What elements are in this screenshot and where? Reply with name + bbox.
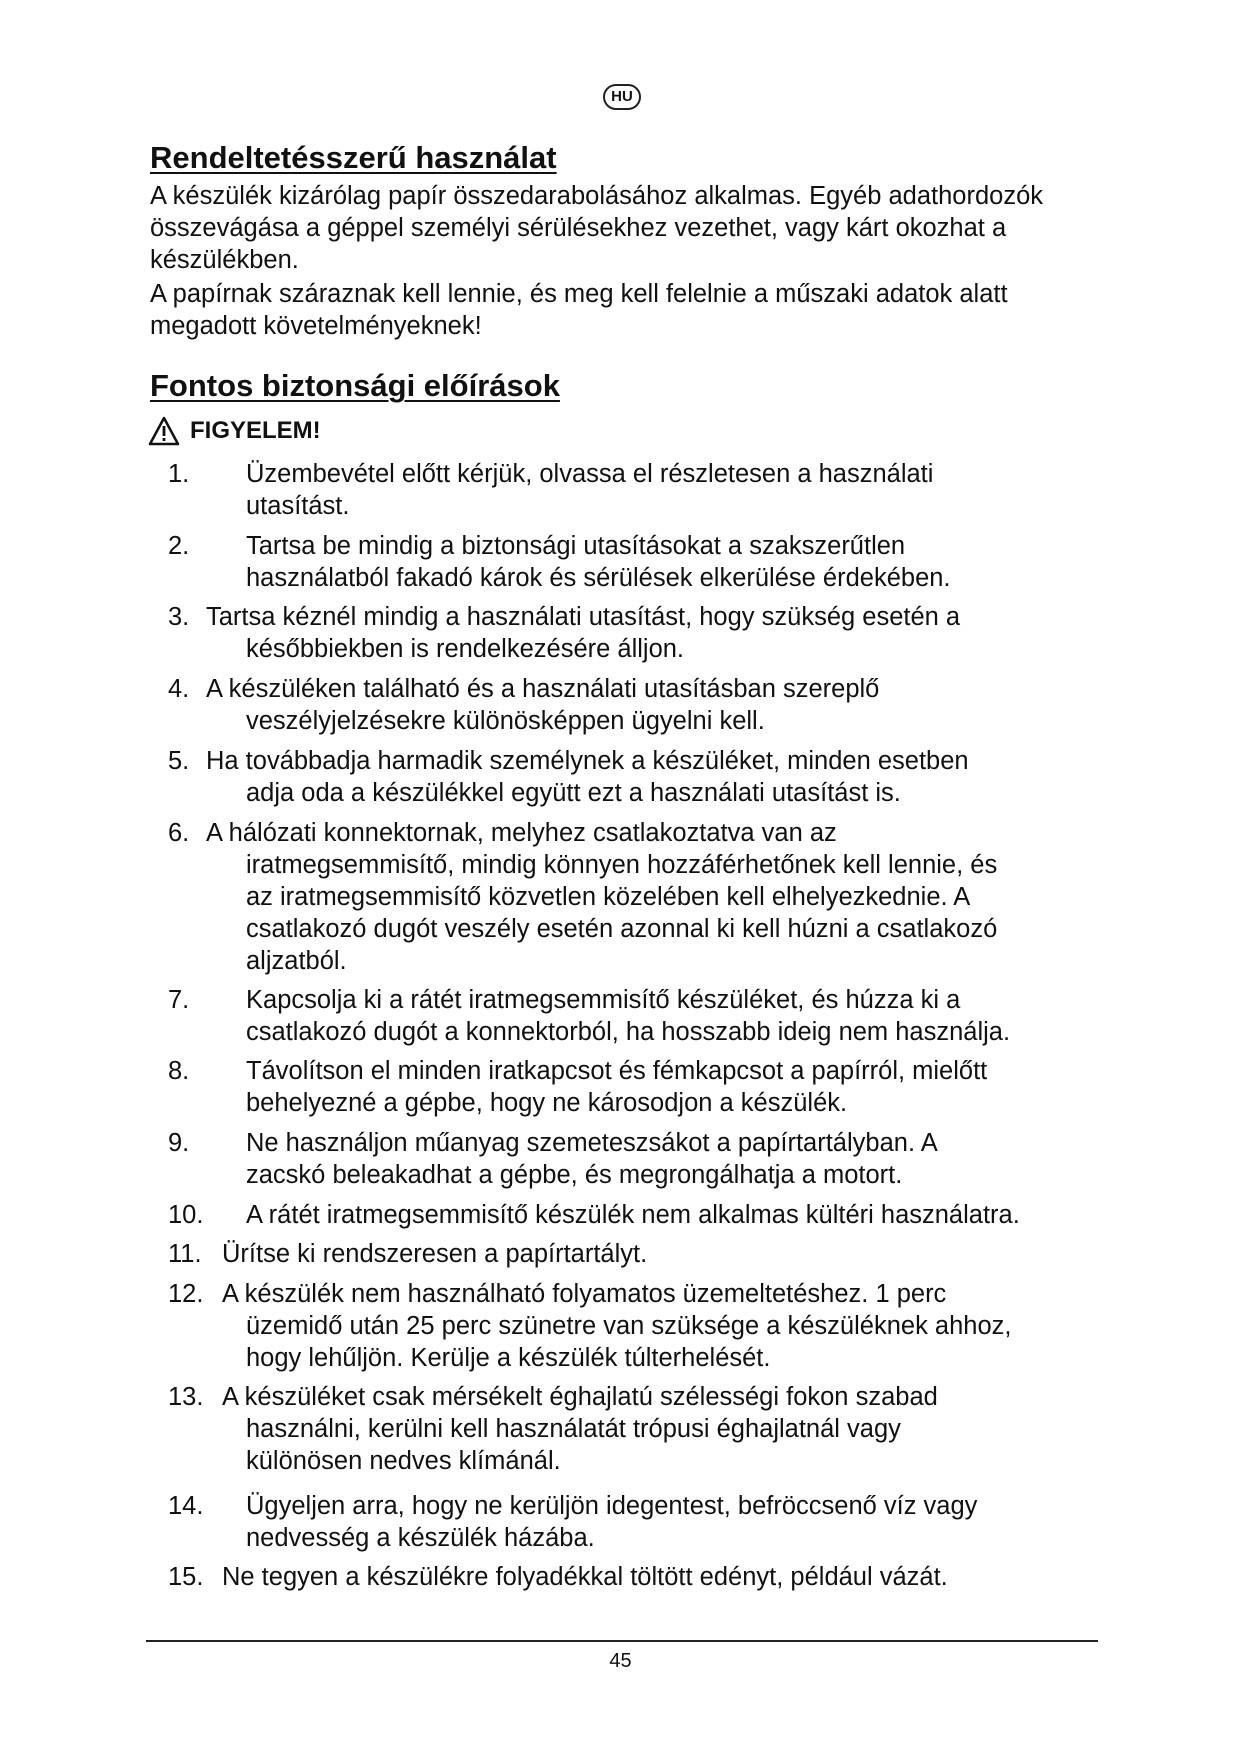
item-number: 10. — [168, 1201, 204, 1229]
item-line: csatlakozó dugót veszély esetén azonnal ki kell húzni a csatlakozó — [246, 915, 998, 943]
footer-divider — [146, 1640, 1098, 1642]
item-line: Tartsa be mindig a biztonsági utasításokat a szakszerűtlen — [246, 532, 906, 560]
safety-item-4 — [168, 673, 1118, 737]
safety-item-6 — [168, 817, 1118, 977]
section-title-intended-use: Rendeltetésszerű használat — [150, 140, 557, 175]
item-line: Ha továbbadja harmadik személynek a készüléket, minden esetben — [206, 747, 969, 775]
item-line: különösen nedves klímánál. — [246, 1447, 561, 1475]
item-number: 5. — [168, 747, 190, 775]
item-line: csatlakozó dugót a konnektorból, ha hosszabb ideig nem használja. — [246, 1018, 1011, 1046]
item-line: A készüléken található és a használati utasításban szereplő — [206, 675, 880, 703]
item-line: nedvesség a készülék házába. — [246, 1524, 595, 1552]
safety-item-12 — [168, 1278, 1118, 1374]
item-line: utasítást. — [246, 492, 350, 520]
item-line: hogy lehűljön. Kerülje a készülék túlterhelését. — [246, 1344, 771, 1372]
text-line: készülékben. — [150, 246, 299, 274]
item-number: 13. — [168, 1383, 204, 1411]
safety-item-11 — [168, 1238, 1118, 1270]
safety-item-14 — [168, 1490, 1118, 1554]
item-line: veszélyjelzésekre különösképpen ügyelni kell. — [246, 707, 765, 735]
item-line: A készüléket csak mérsékelt éghajlatú szélességi fokon szabad — [222, 1383, 938, 1411]
language-badge: HU — [603, 84, 641, 110]
item-line: használatból fakadó károk és sérülések elkerülése érdekében. — [246, 564, 951, 592]
item-number: 15. — [168, 1563, 204, 1591]
safety-item-7 — [168, 984, 1118, 1048]
text-line: A készülék kizárólag papír összedarabolásához alkalmas. Egyéb adathordozók — [150, 182, 1044, 210]
item-line: üzemidő után 25 perc szünetre van szüksége a készüléknek ahhoz, — [246, 1312, 1012, 1340]
safety-item-5 — [168, 745, 1118, 809]
item-number: 6. — [168, 819, 190, 847]
item-line: Ne tegyen a készülékre folyadékkal töltött edényt, például vázát. — [222, 1563, 948, 1591]
item-line: Tartsa kéznél mindig a használati utasítást, hogy szükség esetén a — [206, 603, 961, 631]
safety-item-9 — [168, 1127, 1118, 1191]
item-line: behelyezné a gépbe, hogy ne károsodjon a készülék. — [246, 1089, 848, 1117]
safety-item-8 — [168, 1055, 1118, 1119]
item-line: Ne használjon műanyag szemeteszsákot a papírtartályban. A — [246, 1129, 938, 1157]
text-line: összevágása a géppel személyi sérülésekhez vezethet, vagy kárt okozhat a — [150, 214, 1007, 242]
item-line: használni, kerülni kell használatát trópusi éghajlatnál vagy — [246, 1415, 901, 1443]
item-number: 9. — [168, 1129, 190, 1157]
item-line: zacskó beleakadhat a gépbe, és megrongálhatja a motort. — [246, 1161, 903, 1189]
item-line: Ügyeljen arra, hogy ne kerüljön idegentest, befröccsenő víz vagy — [246, 1492, 978, 1520]
warning-triangle-icon — [148, 416, 180, 446]
page-number: 45 — [609, 1650, 632, 1672]
item-line: A készülék nem használható folyamatos üzemeltetéshez. 1 perc — [222, 1280, 947, 1308]
item-line: Üzembevétel előtt kérjük, olvassa el részletesen a használati — [246, 460, 934, 488]
item-line: iratmegsemmisítő, mindig könnyen hozzáférhetőnek kell lennie, és — [246, 851, 998, 879]
item-line: A hálózati konnektornak, melyhez csatlakoztatva van az — [206, 819, 837, 847]
safety-item-15 — [168, 1561, 1118, 1593]
item-number: 11. — [168, 1240, 202, 1268]
item-number: 1. — [168, 460, 190, 488]
section-title-safety: Fontos biztonsági előírások — [150, 368, 560, 403]
item-line: Kapcsolja ki a rátét iratmegsemmisítő készüléket, és húzza ki a — [246, 986, 961, 1014]
item-line: Távolítson el minden iratkapcsot és fémkapcsot a papírról, mielőtt — [246, 1057, 988, 1085]
item-number: 4. — [168, 675, 190, 703]
safety-item-13 — [168, 1381, 1118, 1477]
item-number: 2. — [168, 532, 190, 560]
safety-item-10 — [168, 1199, 1118, 1231]
item-number: 14. — [168, 1492, 204, 1520]
item-line: adja oda a készülékkel együtt ezt a használati utasítást is. — [246, 779, 901, 807]
safety-item-3 — [168, 601, 1118, 665]
item-line: későbbiekben is rendelkezésére álljon. — [246, 635, 685, 663]
intended-use-paragraph-1 — [150, 180, 1110, 276]
intended-use-paragraph-2 — [150, 278, 1110, 342]
item-line: az iratmegsemmisítő közvetlen közelében kell elhelyezkednie. A — [246, 883, 971, 911]
text-line: A papírnak száraznak kell lennie, és meg kell felelnie a műszaki adatok alatt — [150, 280, 1008, 308]
item-number: 3. — [168, 603, 190, 631]
text-line: megadott követelményeknek! — [150, 312, 482, 340]
warning-heading — [148, 414, 321, 448]
item-line: Ürítse ki rendszeresen a papírtartályt. — [222, 1240, 648, 1268]
safety-item-1 — [168, 458, 1118, 522]
warning-label: FIGYELEM! — [190, 417, 321, 444]
item-number: 7. — [168, 986, 190, 1014]
item-number: 12. — [168, 1280, 204, 1308]
item-line: aljzatból. — [246, 947, 347, 975]
item-number: 8. — [168, 1057, 190, 1085]
item-line: A rátét iratmegsemmisítő készülék nem alkalmas kültéri használatra. — [246, 1201, 1020, 1229]
safety-item-2 — [168, 530, 1118, 594]
